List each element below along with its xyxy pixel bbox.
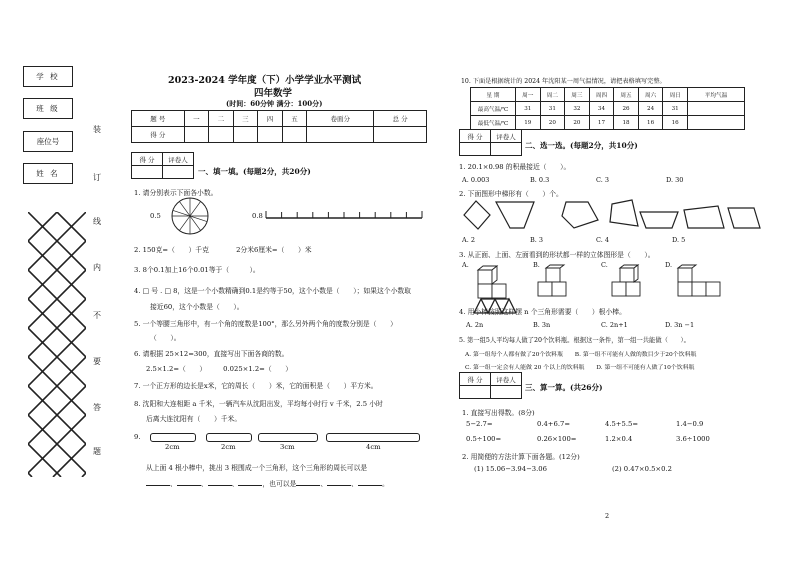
grader-label: 评卷人 (163, 153, 194, 166)
s2-q1-opt: D. 30 (666, 176, 684, 184)
s1-q7: 7. 一个正方形的边长是x米，它的周长（ ）米，它的面积是（ ）平方米。 (134, 382, 378, 390)
binding-char: 线 (93, 217, 101, 226)
grader-cell[interactable] (163, 166, 194, 179)
fraction-circle (170, 196, 210, 236)
grader-cell[interactable] (491, 386, 522, 399)
s3-calc: 0.4+6.7= (537, 420, 571, 428)
grader-score-label: 得 分 (460, 130, 491, 143)
temp-avg-cell[interactable] (688, 116, 745, 130)
temp-cell: 26 (614, 102, 639, 116)
s2-q1: 1. 20.1×0.98 的积最接近（ ）。 (459, 163, 571, 171)
score-header: 四 (258, 111, 283, 127)
temp-cell: 31 (516, 102, 541, 116)
score-cell[interactable] (307, 127, 374, 143)
grader-cell[interactable] (491, 143, 522, 156)
binding-char: 答 (93, 403, 101, 412)
grader-box (131, 152, 194, 179)
score-header: 三 (233, 111, 258, 127)
matchstick-triangles (472, 297, 518, 315)
score-header: 五 (282, 111, 307, 127)
grader-score-cell[interactable] (132, 166, 163, 179)
s1-q10-intro: 10. 下面是根据统计的 2024 年沈阳某一周气温情况，请把表格填写完整。 (461, 78, 666, 85)
s2-q1-opt: C. 3 (596, 176, 610, 184)
binding-char: 装 (93, 125, 101, 134)
temp-avg-cell[interactable] (688, 102, 745, 116)
temp-cell: 31 (540, 102, 565, 116)
temp-header: 周一 (516, 88, 541, 102)
quadrilateral-shapes (462, 198, 762, 232)
s2-q5a: 5. 第一组5人平均每人做了20个饮料瓶。根据这一条件，第一组一共能做（ ）。 (459, 337, 690, 344)
binding-char: 要 (93, 357, 101, 366)
binding-char: 题 (93, 447, 101, 456)
stick-4 (326, 433, 420, 442)
binding-char: 不 (93, 311, 101, 320)
temp-row-label: 最高气温/℃ (471, 102, 516, 116)
s2-q2-opt: D. 5 (672, 236, 686, 244)
exam-title: 2023-2024 学年度（下）小学学业水平测试 (168, 75, 362, 86)
name-field[interactable]: 姓 名 (23, 163, 73, 184)
s2-q3-opt: D. (665, 261, 673, 269)
shape-rhombus (464, 201, 490, 229)
score-header: 二 (209, 111, 234, 127)
temp-cell: 24 (638, 102, 663, 116)
s1-q8b: 后离大连沈阳有（ ）千米。 (146, 415, 242, 423)
class-field[interactable]: 班 级 (23, 98, 73, 119)
section1-title: 一、填一填。(每题2分，共20分) (198, 167, 311, 176)
s2-q3-opt: A. (462, 261, 469, 269)
label-0-8: 0.8 (252, 212, 263, 220)
score-header: 题 号 (132, 111, 185, 127)
shape-trapezoid-2 (640, 212, 678, 228)
s3-q1: 1. 直接写出得数。(8分) (462, 409, 535, 417)
stick-2 (206, 433, 252, 442)
s1-q9-number: 9. (134, 433, 141, 441)
shape-trapezoid-3 (684, 206, 724, 228)
score-cell[interactable] (374, 127, 427, 143)
score-cell[interactable] (184, 127, 209, 143)
s1-q5: 5. 一个等腰三角形中，有一个角的度数是100°，那么另外两个角的度数分别是（ ） (134, 320, 397, 328)
s1-q8a: 8. 沈阳和大连相距 a 千米，一辆汽车从沈阳出发，平均每小时行 v 千米，2.5 小时 (134, 400, 383, 408)
grader-score-label: 得 分 (132, 153, 163, 166)
grader-label: 评卷人 (491, 373, 522, 386)
temp-header: 周二 (540, 88, 565, 102)
exam-subtitle: 四年数学 (254, 88, 293, 99)
temp-cell: 20 (565, 116, 590, 130)
s1-q4a: 4. □ 号 . □ 8，这是一个小数精确到0.1是约等于50，这个小数是（ ）；如果这个小数取 (134, 287, 411, 295)
s2-q3-opt: C. (601, 261, 608, 269)
temp-cell: 31 (663, 102, 688, 116)
temp-header: 星 期 (471, 88, 516, 102)
score-cell[interactable] (282, 127, 307, 143)
temp-row-label: 最低气温/℃ (471, 116, 516, 130)
temp-cell: 19 (516, 116, 541, 130)
s2-q1-opt: B. 0.3 (530, 176, 550, 184)
s3-calc: 4.5+5.5= (605, 420, 639, 428)
s1-q5b: （ ）。 (150, 334, 181, 342)
grader-score-cell[interactable] (460, 386, 491, 399)
page-number: 2 (605, 512, 610, 520)
temp-cell: 18 (614, 116, 639, 130)
temp-header: 周五 (614, 88, 639, 102)
temp-header: 平均气温 (688, 88, 745, 102)
s2-q4-opt: A. 2n (466, 321, 484, 329)
s2-q4-opt: B. 3n (533, 321, 551, 329)
s2-q2: 2. 下面图形中梯形有（ ）个。 (459, 190, 563, 198)
s3-calc: 3.6÷1000 (676, 435, 710, 443)
grader-box (459, 372, 522, 399)
seat-field[interactable]: 座位号 (23, 131, 73, 152)
score-table (131, 110, 427, 143)
stick-length: 2cm (221, 443, 236, 451)
s3-calc: 1.4−0.9 (676, 420, 704, 428)
stick-1 (150, 433, 196, 442)
temp-header: 周三 (565, 88, 590, 102)
score-header: 总 分 (374, 111, 427, 127)
s1-q9b: ，也可以是 (262, 480, 297, 488)
score-header: 一 (184, 111, 209, 127)
score-cell[interactable] (233, 127, 258, 143)
s1-q1: 1. 请分别表示下面各小数。 (134, 189, 218, 197)
temp-cell: 16 (638, 116, 663, 130)
s3-q2-item: (1) 15.06−3.94−3.06 (474, 465, 547, 473)
s2-q4-opt: D. 3n −1 (665, 321, 695, 329)
s3-calc: 0.5÷100= (466, 435, 502, 443)
s3-q2: 2. 用简便的方法计算下面各题。(12分) (462, 453, 580, 461)
s2-q3-opt: B. (533, 261, 540, 269)
shape-trapezoid-1 (496, 202, 534, 228)
grader-box (459, 129, 522, 156)
s2-q5c: C. 第一组一定会有人能做 20 个以上的饮料瓶 D. 第一组不可能有人做了10个饮料瓶 (465, 365, 695, 371)
section2-title: 二、选一选。(每题2分，共10分) (525, 141, 638, 150)
s1-q9a: 从上面 4 根小棒中，挑出 3 根围成一个三角形，这个三角形的周长可以是 (146, 464, 368, 472)
cube-solids (472, 264, 752, 300)
score-header: 卷面分 (307, 111, 374, 127)
temp-header: 周日 (663, 88, 688, 102)
binding-char: 内 (93, 263, 101, 272)
stick-length: 4cm (366, 443, 381, 451)
s3-calc: 1.2×0.4 (605, 435, 633, 443)
temp-cell: 20 (540, 116, 565, 130)
temp-cell: 32 (565, 102, 590, 116)
temperature-table (470, 87, 745, 130)
s2-q3: 3. 从正面、上面、左面看到的形状都一样的立体图形是（ ）。 (459, 251, 655, 259)
s1-q2: 2. 150克=（ ）千克 2分米6厘米=（ ）米 (134, 246, 312, 254)
score-cell[interactable] (209, 127, 234, 143)
s2-q2-opt: C. 4 (596, 236, 610, 244)
s1-q6: 6. 请根据 25×12=300，直接写出下面各商的数。 (134, 350, 289, 358)
label-0-5: 0.5 (150, 212, 161, 220)
s3-calc: 0.26×100= (537, 435, 577, 443)
grader-score-cell[interactable] (460, 143, 491, 156)
temp-cell: 34 (589, 102, 614, 116)
score-cell[interactable] (258, 127, 283, 143)
s1-q9-answer-line: 、 、 、 ，也可以是 、 、 。 (146, 478, 421, 488)
s1-q3: 3. 8个0.1加上16个0.01等于（ ）。 (134, 266, 260, 274)
temp-cell: 17 (589, 116, 614, 130)
stick-length: 2cm (165, 443, 180, 451)
number-line (264, 208, 424, 222)
shape-parallelogram (728, 208, 760, 228)
s3-calc: 5−2.7= (466, 420, 493, 428)
school-field[interactable]: 学 校 (23, 66, 73, 87)
s2-q5b: A. 第一组每个人都有做了20个饮料瓶 B. 第一组不可能有人做的数目少于20个饮料瓶 (465, 352, 697, 358)
s2-q2-opt: A. 2 (462, 236, 475, 244)
temp-header: 周四 (589, 88, 614, 102)
shape-pentagon (562, 202, 598, 228)
s1-q4b: 接近60，这个小数是（ ）。 (150, 303, 244, 311)
shape-quadrilateral (610, 200, 638, 226)
lattice-pattern (28, 212, 86, 477)
grader-label: 评卷人 (491, 130, 522, 143)
stick-length: 3cm (280, 443, 295, 451)
s2-q4-opt: C. 2n+1 (601, 321, 628, 329)
binding-char: 订 (93, 173, 101, 182)
score-row-label: 得 分 (132, 127, 185, 143)
s2-q4: 4. 用小棒按照这样摆 n 个三角形需要（ ）根小棒。 (459, 308, 626, 316)
s1-q6b: 2.5×1.2=（ ） 0.025×1.2=（ ） (146, 365, 293, 373)
section3-title: 三、算一算。(共26分) (525, 383, 603, 392)
s2-q1-opt: A. 0.003 (462, 176, 490, 184)
exam-info: (时间：60分钟 满分：100分) (226, 99, 323, 108)
s3-q2-item: (2) 0.47×0.5×0.2 (612, 465, 672, 473)
temp-cell: 16 (663, 116, 688, 130)
grader-score-label: 得 分 (460, 373, 491, 386)
stick-3 (258, 433, 318, 442)
temp-header: 周六 (638, 88, 663, 102)
s2-q2-opt: B. 3 (530, 236, 544, 244)
